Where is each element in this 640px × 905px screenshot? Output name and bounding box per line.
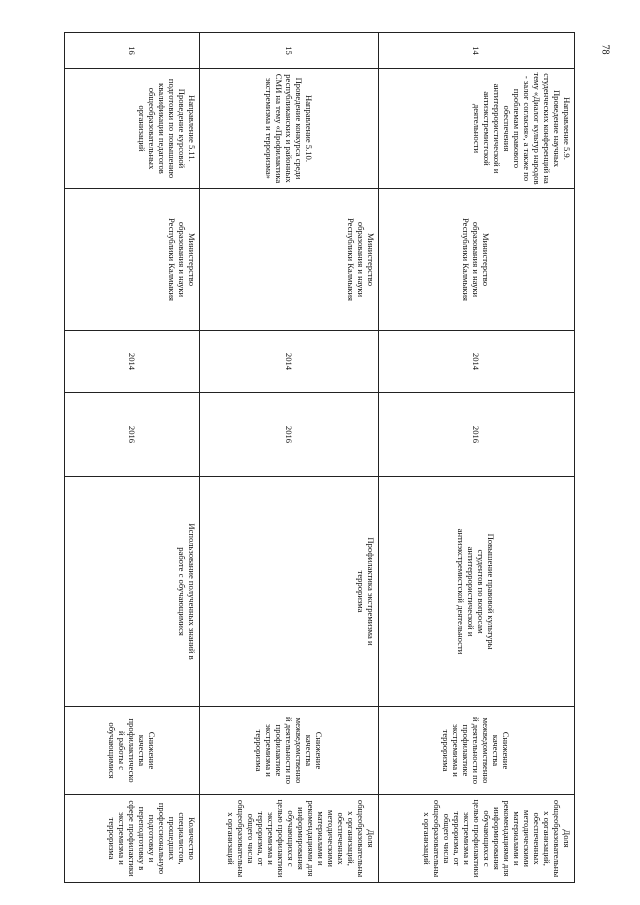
expected-result-cell: Повышение правовой культуры студентов по вопросам антитеррористической и антиэкстремистской деятельности — [379, 477, 575, 707]
start-year-cell: 2014 — [65, 331, 200, 393]
page-number: 78 — [599, 44, 611, 55]
table-row — [65, 33, 200, 883]
event-cell: Направление 5.10. Проведение конкурса среди республиканских и районных СМИ на тему «Профилактика экстремизма и терроризма» — [200, 69, 379, 189]
table-row — [200, 33, 379, 883]
risk-cell: Снижение качества межведомственно й деятельности по профилактике экстремизма и терроризма — [200, 707, 379, 795]
program-events-table — [64, 32, 575, 883]
row-number: 15 — [200, 33, 379, 69]
end-year-cell: 2016 — [65, 393, 200, 477]
event-cell: Направление 5.9. Проведение научных студенческих конференций на тему «Диалог культур народов - залог согласия», а также по проблемам правового обеспечения антитеррористической и антиэкстремистской деятельности — [379, 69, 575, 189]
row-number: 16 — [65, 33, 200, 69]
executor-cell: Министерство образования и науки Республики Калмыкия — [200, 189, 379, 331]
end-year-cell: 2016 — [200, 393, 379, 477]
indicator-cell: Доля общеобразовательны х организаций, обеспеченных методическими материалами и рекомендациями для информирования обучающихся с целью профилактики экстремизма и терроризма, от общего числа общеобразовательны х организаций — [200, 795, 379, 883]
expected-result-cell: Использование полученных знаний в работе с обучающимися — [65, 477, 200, 707]
event-cell: Направление 5.11. Проведение курсовой подготовки по повышению квалификации педагогов общеобразовательных организаций — [65, 69, 200, 189]
expected-result-cell: Профилактика экстремизма и терроризма — [200, 477, 379, 707]
indicator-cell: Доля общеобразовательны х организаций, обеспеченных методическими материалами и рекомендациями для информирования обучающихся с целью профилактики экстремизма и терроризма, от общего числа общеобразовательны х организаций — [379, 795, 575, 883]
rotated-table-container — [65, 32, 575, 882]
start-year-cell: 2014 — [379, 331, 575, 393]
executor-cell: Министерство образования и науки Республики Калмыкия — [65, 189, 200, 331]
executor-cell: Министерство образования и науки Республики Калмыкия — [379, 189, 575, 331]
row-number: 14 — [379, 33, 575, 69]
table-row — [379, 33, 575, 883]
start-year-cell: 2014 — [200, 331, 379, 393]
risk-cell: Снижение качества профилактическо й работы с обучающимися — [65, 707, 200, 795]
risk-cell: Снижение качества межведомственно й деятельности по профилактике экстремизма и терроризма — [379, 707, 575, 795]
end-year-cell: 2016 — [379, 393, 575, 477]
indicator-cell: Количество специалистов, прошедших профессиональную подготовку и переподготовку в сфере профилактики экстремизма и терроризма — [65, 795, 200, 883]
